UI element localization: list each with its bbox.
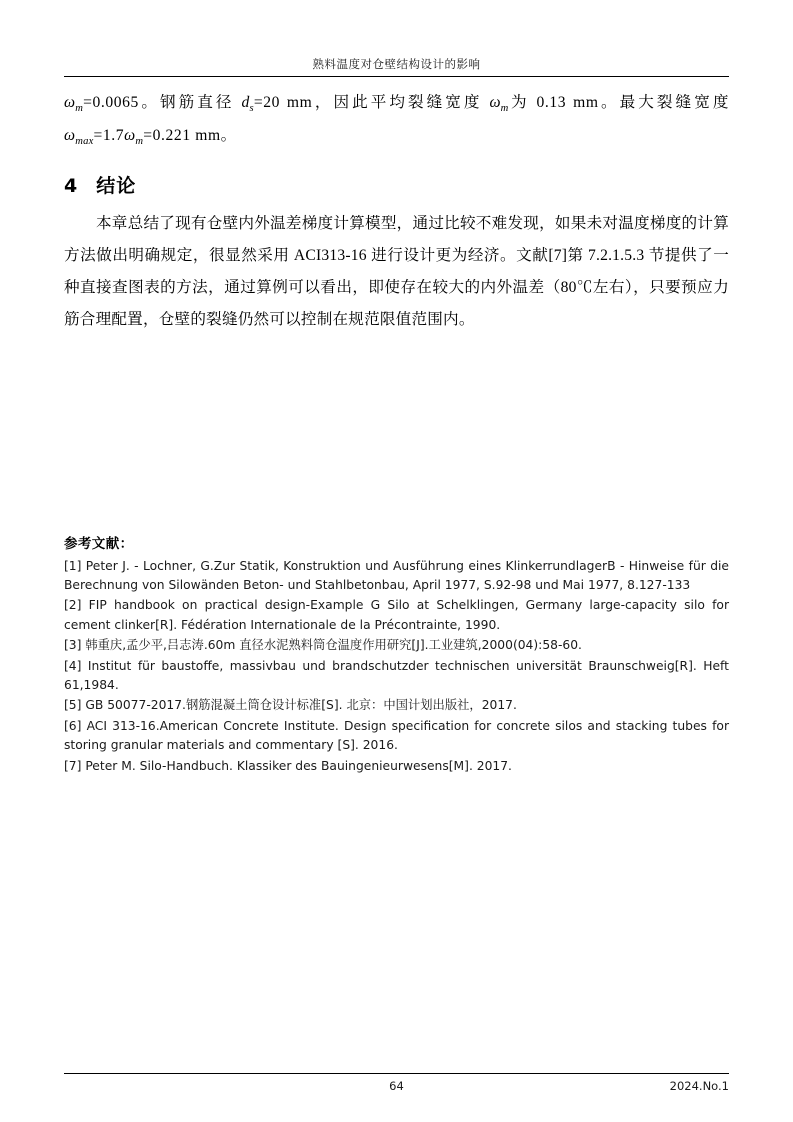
reference-item: [7] Peter M. Silo-Handbuch. Klassiker des Bauingenieurwesens[M]. 2017. bbox=[64, 758, 512, 773]
text-part-6: =0.221 mm。 bbox=[143, 126, 237, 144]
issue-label: 2024.No.1 bbox=[669, 1079, 729, 1093]
conclusion-paragraph: 本章总结了现有仓壁内外温差梯度计算模型，通过比较不难发现，如果未对温度梯度的计算方法做出明确规定，很显然采用 ACI313-16 进行设计更为经济。文献[7]第 7.2.1.5.3 节提供了一种直接查图表的方法，通过算例可以看出，即使存在较大的内外温差（80℃左右），只要预应力筋合理配置，仓壁的裂缝仍然可以控制在规范限值范围内。 bbox=[64, 214, 729, 328]
header-divider bbox=[64, 76, 729, 77]
text-part-1: =0.0065。钢筋直径 bbox=[83, 94, 242, 111]
reference-item: [5] GB 50077-2017.钢筋混凝土筒仓设计标准[S]. 北京：中国计划出版社，2017. bbox=[64, 698, 517, 713]
symbol-omega-max: $\omega_{max}$ bbox=[64, 126, 94, 147]
section-heading bbox=[64, 171, 729, 198]
section-number: 4 bbox=[64, 174, 79, 197]
footer-divider bbox=[64, 1073, 729, 1074]
continued-paragraph bbox=[64, 87, 729, 153]
running-head-text: 熟料温度对仓壁结构设计的影响 bbox=[312, 59, 481, 71]
references-heading: 参考文献： bbox=[64, 535, 134, 552]
symbol-omega-m-2: $\omega_m$ bbox=[489, 94, 509, 115]
page-footer bbox=[64, 1079, 729, 1093]
running-head bbox=[64, 56, 729, 72]
text-part-4: 宽度 bbox=[694, 94, 730, 111]
text-part-3: 为 0.13 mm。最大裂缝 bbox=[508, 94, 695, 111]
page-content bbox=[64, 0, 729, 1122]
symbol-d-s: $d_s$ bbox=[241, 94, 254, 115]
reference-item: [4] Institut für baustoffe, massivbau und brandschutzder technischen universität Braunschweig[R]. Heft 61,1984. bbox=[64, 658, 729, 693]
text-part-5: =1.7 bbox=[93, 126, 125, 144]
symbol-omega-m: $\omega_m$ bbox=[64, 94, 84, 115]
page-number: 64 bbox=[389, 1079, 404, 1093]
reference-item: [6] ACI 313-16.American Concrete Institute. Design specification for concrete silos and stacking tubes for storing granular materials and commentary [S]. 2016. bbox=[64, 718, 729, 753]
reference-item: [3] 韩重庆,孟少平,吕志涛.60m 直径水泥熟料筒仓温度作用研究[J].工业建筑,2000(04):58-60. bbox=[64, 638, 582, 653]
section-title: 结论 bbox=[96, 174, 137, 197]
reference-item: [2] FIP handbook on practical design-Example G Silo at Schelklingen, Germany large-capacity silo for cement clinker[R]. Fédération Internationale de la Précontrainte, 1990. bbox=[64, 598, 729, 632]
text-part-2: =20 mm，因此平均裂缝宽度 bbox=[253, 94, 490, 111]
reference-item: [1] Peter J. - Lochner, G.Zur Statik, Konstruktion und Ausführung eines KlinkerrundlagerB - Hinweise für die Berechnung von Silowänden Beton- und Stahlbetonbau, April 1977, S.92-98 und Mai 1977, 8.127-133 bbox=[64, 558, 729, 592]
symbol-omega-m-3: $\omega_m$ bbox=[124, 126, 144, 147]
